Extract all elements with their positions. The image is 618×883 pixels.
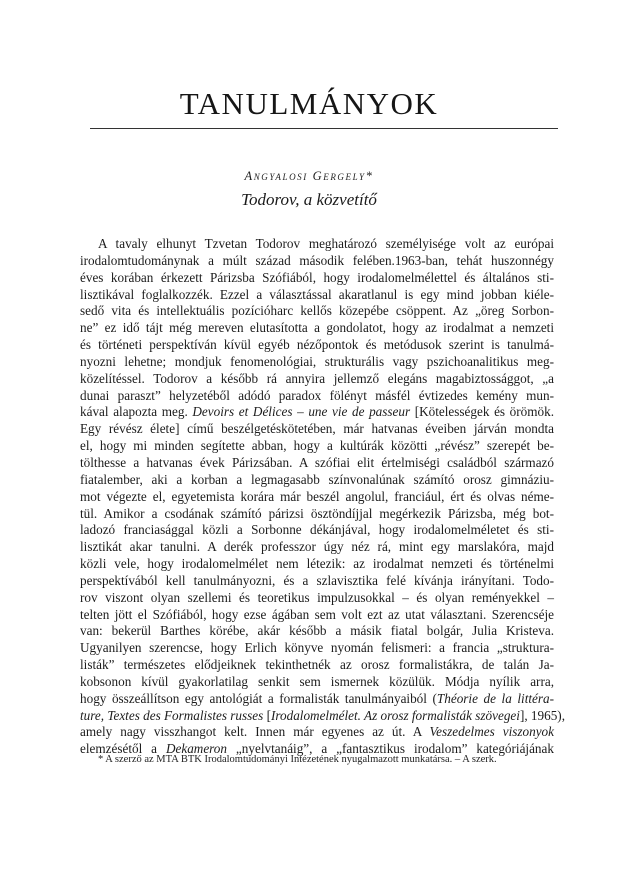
text-run: Ugyanilyen szerencse, hogy Erlich könyve nyomán felismeri: a francia „struktura- <box>80 640 554 656</box>
body-line <box>80 236 554 253</box>
article-body <box>80 236 565 758</box>
text-run: van: bekerül Barthes körébe, akár később a másik fiatal bolgár, Julia Kristeva. <box>80 623 554 639</box>
body-line <box>80 253 554 270</box>
italic-title: Irodalomelmélet. Az orosz formalisták szövegei <box>270 707 520 723</box>
text-run: [Kötelességek és örömök. <box>410 404 555 420</box>
italic-title: Veszedelmes viszonyok <box>429 724 555 740</box>
footnote: * A szerző az MTA BTK Irodalomtudományi Intézetének nyugalmazott munkatársa. – A szerk. <box>98 754 497 765</box>
body-line <box>80 438 554 455</box>
italic-title: Devoirs et Délices – une vie de passeur <box>192 404 411 420</box>
body-line <box>80 522 554 539</box>
text-run: kobsonon kívül gyakorlatilag senkit sem ismernek közülük. Módja nyílik arra, <box>80 673 554 689</box>
text-run: ne” ez idő tájt még mereven elutasította a gondolatot, hogy az irodalmat a nemzeti <box>80 320 554 336</box>
text-run: fiatalember, aki a korban a legmagasabb színvonalúnak számító orosz gimnáziu- <box>80 471 554 487</box>
body-line <box>80 691 554 708</box>
text-run: irodalomtudománynak a múlt század második felében.1963-ban, tehát huszonnégy <box>80 252 554 268</box>
text-run: Egy révész élete] című beszélgetéskötetében, már hatvanas éveiben járván mondta <box>80 421 554 437</box>
body-line <box>80 573 554 590</box>
text-run: lisztikát akar tanulni. A derék professzor úgy néz rá, mint egy marslakóra, majd <box>80 539 554 555</box>
body-line <box>80 489 554 506</box>
text-run: „nyelvtanáig”, a „fantasztikus irodalom” kategóriájának <box>227 741 554 757</box>
italic-title: ture, Textes des Formalistes russes <box>80 707 264 723</box>
body-line <box>80 607 554 624</box>
body-line <box>80 623 554 640</box>
body-line <box>80 506 554 523</box>
text-run: mot végezte el, egyetemista korára már beszél angolul, franciául, ért és olvas néme- <box>80 488 554 504</box>
body-line <box>80 472 554 489</box>
italic-title: Dekameron <box>165 741 227 757</box>
section-title: TANULMÁNYOK <box>179 86 439 121</box>
body-line <box>80 303 554 320</box>
body-line <box>80 320 554 337</box>
body-line <box>80 354 554 371</box>
body-line <box>80 404 554 421</box>
text-run: dunai paraszt” helyzetéből adódó paradox fölényt másfél évtizedes kemény mun- <box>80 387 554 403</box>
text-run: perspektívából kell tanulmányozni, és a szlavisztika felé kívánja irányítani. Todo- <box>80 572 554 588</box>
body-line <box>80 724 554 741</box>
text-run: lisztikával foglalkozzék. Ezzel a választással akaratlanul is egy mind jobban kiéle- <box>80 286 554 302</box>
text-run: listák” természetes elődjeiknek tekinthetnék az orosz formalistákra, de talán Ja- <box>80 657 554 673</box>
text-run: hogy összeállítson egy antológiát a formalisták tanulmányaiból ( <box>80 690 437 706</box>
text-run: nyozni lehetne; mondjuk fenomenológiai, strukturális vagy pszichoanalitikus meg- <box>80 353 554 369</box>
body-line <box>80 556 554 573</box>
text-run: A tavaly elhunyt Tzvetan Todorov meghatározó személyisége volt az európai <box>98 236 554 251</box>
text-run: amely nagy visszhangot kelt. Innen már egyenes az út. A <box>80 724 430 740</box>
body-line <box>80 674 554 691</box>
text-run: közli vele, hogy irodalomelmélet nem létezik: az irodalmat nemzeti és történelmi <box>80 556 554 572</box>
article-author: Angyalosi Gergely* <box>244 169 374 183</box>
body-line <box>80 270 554 287</box>
text-run: éves korában érkezett Párizsba Szófiából, hogy irodalomelmélettel és általános sti- <box>80 269 554 285</box>
body-line <box>80 421 554 438</box>
body-line <box>80 640 554 657</box>
body-line <box>80 371 554 388</box>
text-run: kával alapozta meg. <box>80 404 193 420</box>
article-title: Todorov, a közvetítő <box>241 190 377 209</box>
body-line <box>80 657 554 674</box>
text-run: [ <box>263 707 271 723</box>
title-rule <box>90 128 558 129</box>
text-run: el, hogy mi minden segítette abban, hogy a kultúrák közötti „révész” szerepét be- <box>80 438 554 454</box>
body-line <box>80 287 554 304</box>
text-run: tül. Amikor a csodának számító párizsi ösztöndíjjal megérkezik Párizsba, még bot- <box>80 505 554 521</box>
body-line <box>80 590 554 607</box>
body-line <box>80 539 554 556</box>
text-run: telten jött el Szófiából, hogy ezse ágában sem volt ezt az utat választani. Szerencséje <box>80 606 554 622</box>
text-run: és történeti perspektíván kívül egyéb nézőpontok és metódusok szerint is tanulmá- <box>80 337 554 353</box>
text-run: rov viszont olyan szellemi és teoretikus impulzusokkal – és olyan reményekkel – <box>80 589 554 605</box>
body-line <box>80 707 565 725</box>
text-run: ladozó franciasággal közli a Sorbonne dékánjával, hogy irodalomelméletet és sti- <box>80 522 554 538</box>
text-run: elemzésétől a <box>80 741 166 757</box>
body-line <box>80 388 554 405</box>
text-run: sedő vita és intellektuális pozícióharc kellős közepébe csöppent. Az „öreg Sorbon- <box>80 303 554 319</box>
text-run: ], 1965), <box>519 707 565 723</box>
text-run: közelítéssel. Todorov a később rá annyira jellemző elegáns magabiztossággot, „a <box>80 370 554 386</box>
body-line <box>80 455 554 472</box>
italic-title: Théorie de la littéra- <box>436 690 555 706</box>
text-run: tölthesse a hatvanas évek Párizsában. A szófiai elit értelmiségi családból származó <box>80 454 554 470</box>
body-line <box>80 337 554 354</box>
